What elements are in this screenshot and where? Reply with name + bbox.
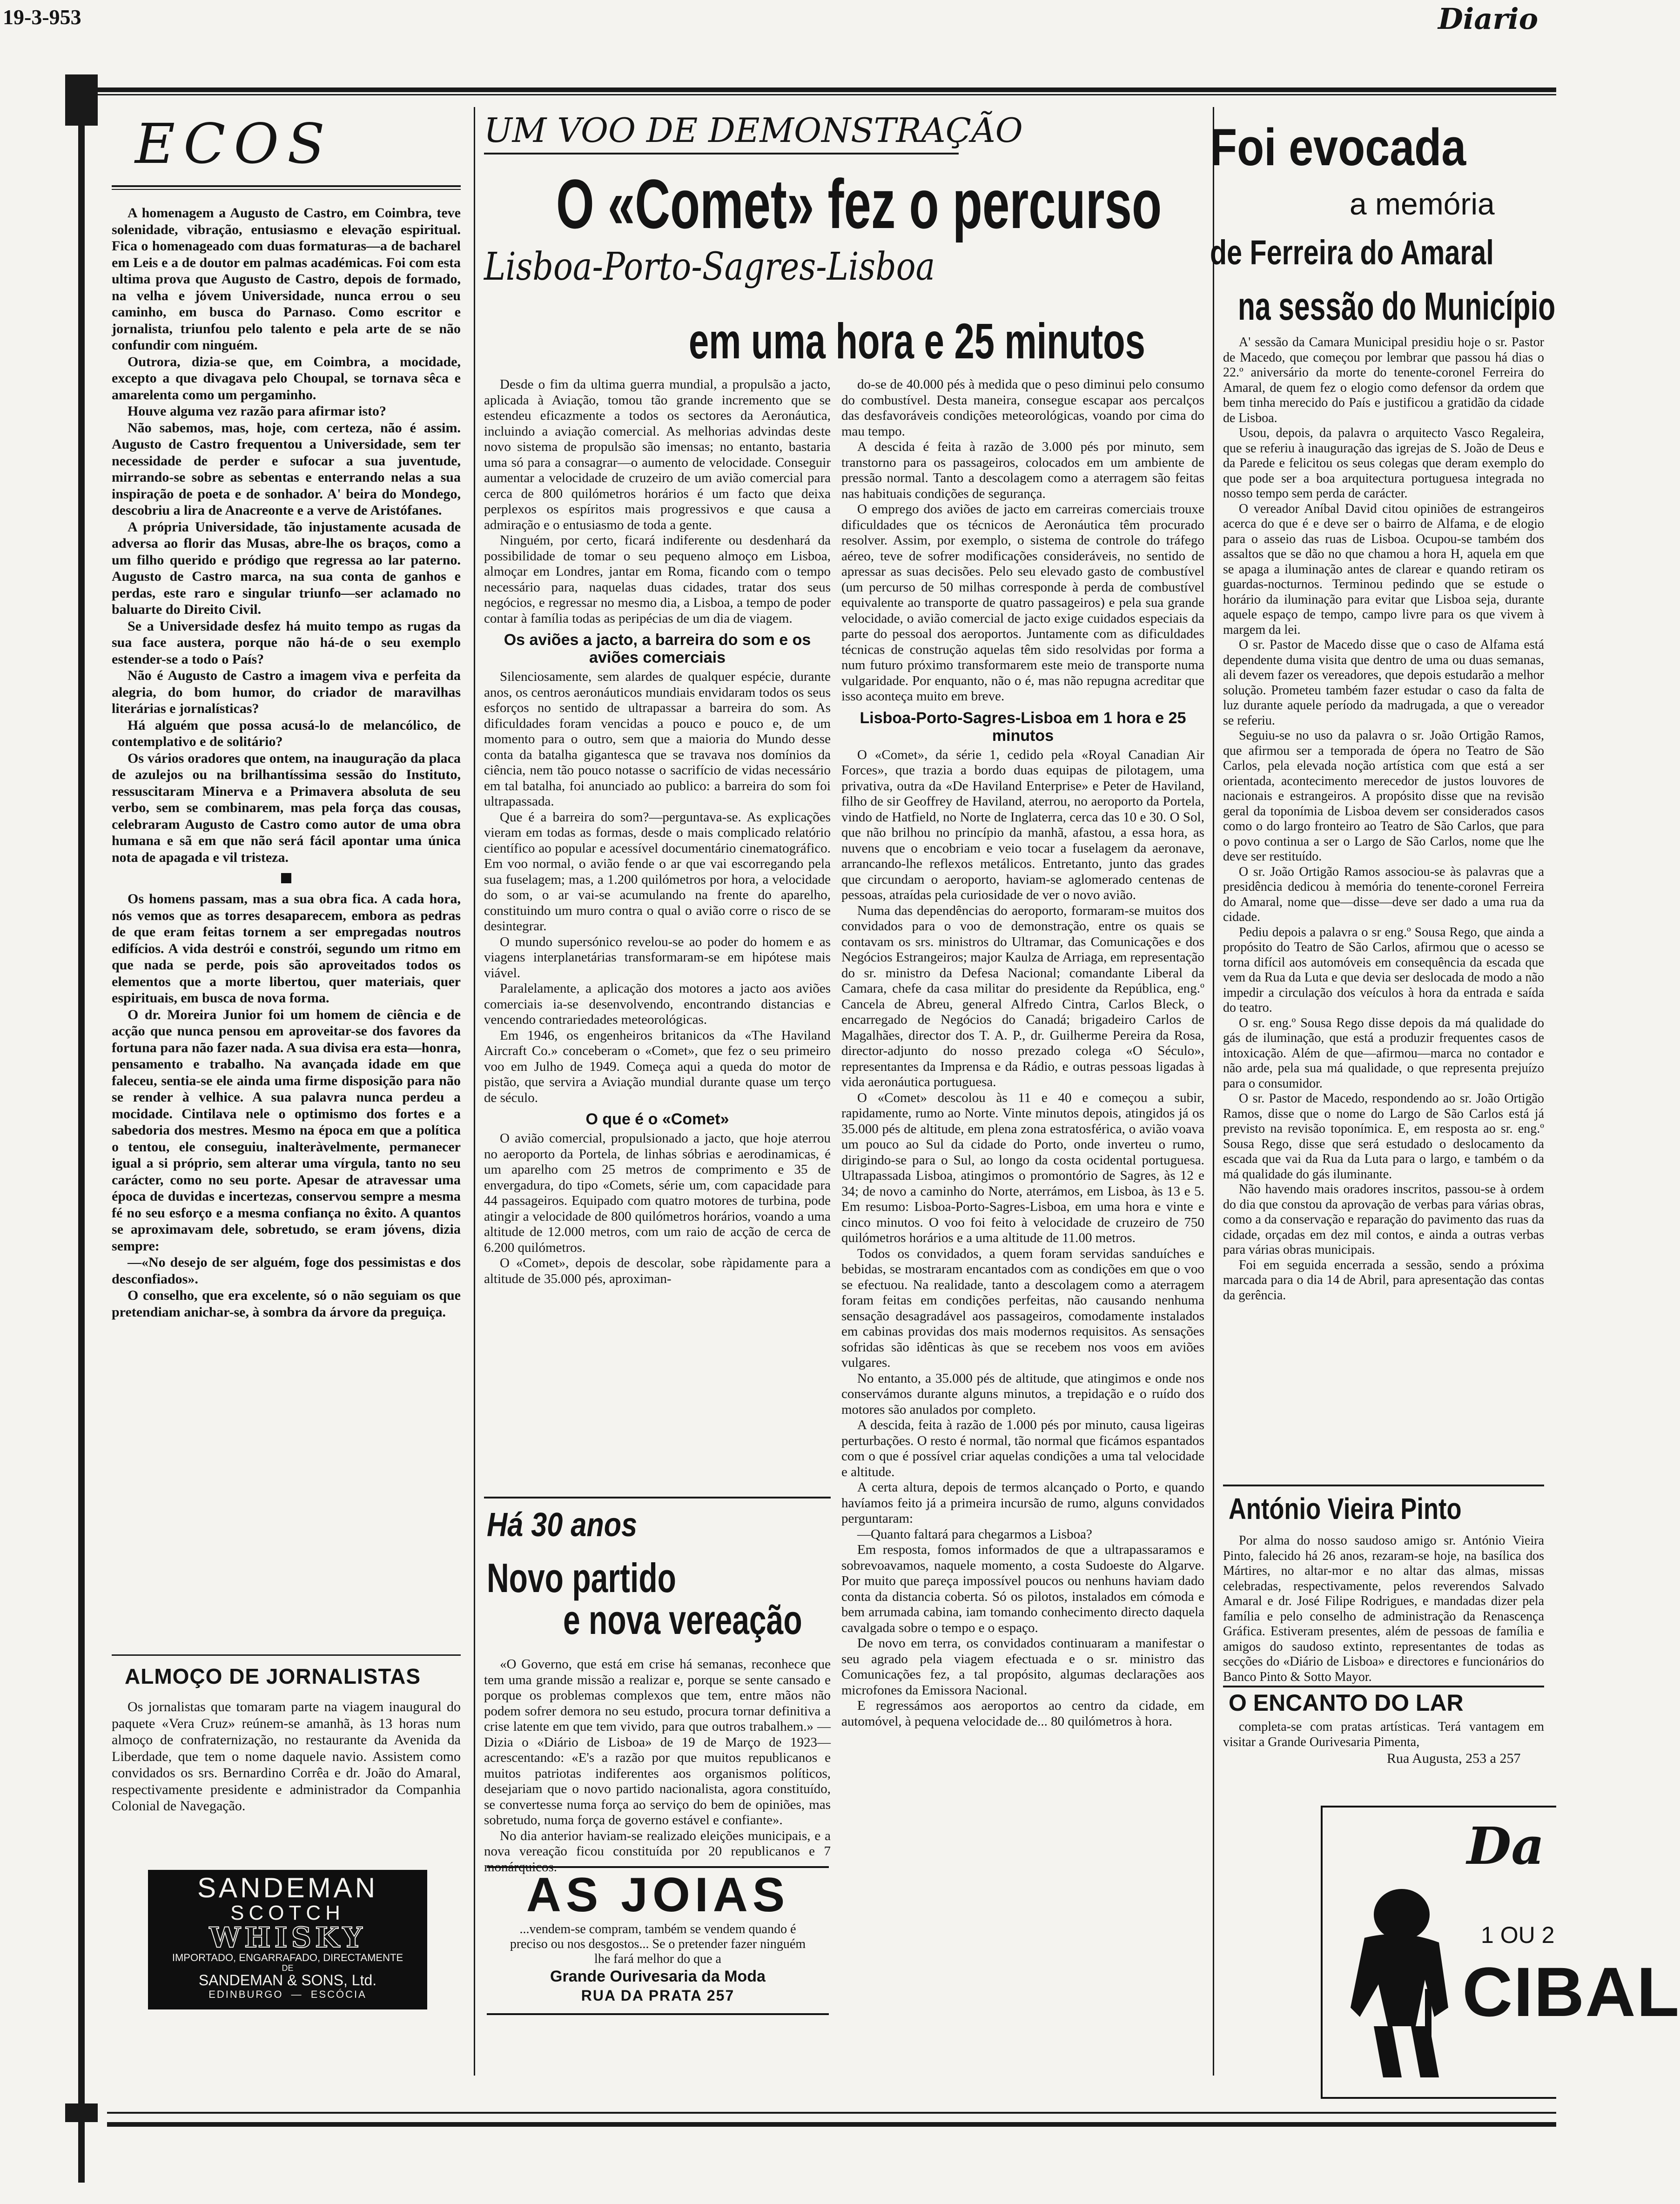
almoco-rule [112, 1654, 461, 1656]
ad-brand: SANDEMAN [197, 1872, 378, 1903]
paragraph: No dia anterior haviam-se realizado eleições municipais, e a nova vereação ficou constituída por 20 republicanos e 7 monárquicos. [484, 1828, 831, 1875]
paragraph: —Quanto faltará para chegarmos a Lisboa? [857, 1526, 1092, 1542]
ha30-headline: e nova vereação [563, 1597, 802, 1643]
paragraph: Paralelamente, a aplicação dos motores a jacto aos aviões comerciais ia-se desenvolvendo, encontrando distancias e vencendo contrariedades meteorológicas. [484, 981, 831, 1027]
ha30-rule [484, 1497, 831, 1498]
ecos-title-underline [112, 185, 461, 187]
vieira-text [1223, 1533, 1544, 1685]
ad-line: ESCÓCIA [310, 1989, 367, 2000]
ad-brand: CIBAL [1462, 1953, 1680, 2031]
paragraph: Se a Universidade desfez há muito tempo as rugas da sua face austera, porque não há-de o seu exemplo estender-se a todo o País? [112, 618, 461, 667]
issue-date: 19-3-953 [3, 5, 81, 29]
comet-subheading: O que é o «Comet» [585, 1110, 729, 1128]
ad-line: SANDEMAN & SONS, Ltd. [198, 1972, 377, 1989]
vieira-rule [1223, 1485, 1544, 1486]
paragraph: Numa das dependências do aeroporto, formaram-se muitos dos convidados para o voo de demonstração, entre os quais se contavam os srs. ministros do Ultramar, das Comunicações e dos Negócios Estrangeiros; major Kaulza de Arriaga, em representação do sr. ministro da Defesa Nacional; comandante Liberal da Camara, chefe da casa militar do presidente da República, eng.º Cancela de Abreu, general Alfredo Cintra, Carlos Bleck, o encarregado de Negócios do Canadá; brigadeiro Carlos de Magalhães, director dos T. A. P., dr. Guilherme Pereira da Rosa, director-adjunto do nosso prezado colega «O Século», representantes da Imprensa e da Rádio, e outras pessoas ligadas à vida aeronáutica portuguesa. [841, 903, 1204, 1089]
paragraph: O dr. Moreira Junior foi um homem de ciência e de acção que nunca pensou em aproveitar-se dos favores da fortuna para não fazer nada. A sua divisa era esta—honra, pensamento e trabalho. Na avançada idade em que faleceu, sentia-se ele ainda uma firme disposição para não se render à velhice. A sua palavra nunca perdeu a mocidade. Cintilava nele o optimismo dos fortes e a sabedoria dos mestres. Mesmo na época em que a política o tentou, ele conseguiu, inalteràvelmente, permanecer igual a si próprio, sem alterar uma vírgula, tanto no seu carácter, como no seu porte. Apesar de atravessar uma época de duvidas e incertezas, conservou sempre a mesma fé no seu esforço e a mesma confiança no êxito. A quantos se aproximavam dele, sobretudo, se eram jóvens, dizia sempre: [112, 1007, 461, 1254]
vieira-title: António Vieira Pinto [1229, 1492, 1462, 1525]
column-rule [1213, 107, 1214, 2076]
ad-line: WHISKY [209, 1922, 366, 1954]
paragraph: Há alguém que possa acusá-lo de melancólico, de contemplativo e de solitário? [112, 717, 461, 749]
paragraph: O sr. Pastor de Macedo, respondendo ao sr. João Ortigão Ramos, disse que o nome do Largo de São Carlos está já previsto na revisão toponímica. E, em resposta ao sr. eng.º Sousa Rego, disse que será estudado o deslocamento da escada que vai da Rua da Luta para o largo, e também o da má qualidade do gás iluminante. [1223, 1091, 1544, 1182]
paragraph: O sr. Pastor de Macedo disse que o caso de Alfama está dependente duma visita que dentro de uma ou duas semanas, ali devem fazer os vereadores, que depois estudarão a melhor solução. Prometeu também fazer estudar o caso da falta de luz durante aquele período da madrugada, a que o vereador se referiu. [1223, 638, 1544, 728]
paragraph: O «Comet», da série 1, cedido pela «Royal Canadian Air Forces», que trazia a bordo duas equipas de pilotagem, uma privativa, outra da «De Haviland Enterprise» e Peter de Haviland, filho de sir Geoffrey de Haviland, aterrou, no aeroporto da Portela, vindo de Hatfield, no Norte de Inglaterra, cerca das 10 e 30. O Sol, que não brilhou no princípio da manhã, afastou, a essa hora, as nuvens que o encobriam e veio tocar a fuselagem da aeronave, arrancando-lhe reflexos metálicos. Entretanto, junto das grades que circundam o aeroporto, haviam-se aglomerado centenas de pessoas, atraídas pela curiosidade de ver o novo avião. [841, 747, 1204, 902]
paragraph: Em resposta, fomos informados de que a ultrapassaramos e sobrevoavamos, naquele momento, a costa Sudoeste do Algarve. Por muito que pareça impossível poucos ou nenhuns haviam dado conta da distancia coberta. Só os pilotos, instalados em cómoda e bem arrumada cabina, iam tomando conhecimento directo daquela cavalgada sobre o tempo e o espaço. [841, 1542, 1204, 1635]
header-rule-thin [79, 94, 1556, 95]
paragraph: O «Comet» descolou às 11 e 40 e começou a subir, rapidamente, rumo ao Norte. Vinte minutos depois, atingidos já os 35.000 pés de altitude, em plena zona estratosférica, o avião voava um pouco ao Sul da cidade do Porto, onde inverteu o rumo, dirigindo-se para o Sul, ao longo da costa ocidental portuguesa. Ultrapassada Lisboa, atingimos o promontório de Sagres, às 12 e 34; de novo a caminho do Norte, aterrámos, em Lisboa, às 13 e 5. Em resumo: Lisboa-Porto-Sagres-Lisboa, em uma hora e vinte e cinco minutos. O voo foi feito à velocidade de cruzeiro de 750 quilómetros horários e a uma altitude de 11.00 metros. [841, 1090, 1204, 1245]
comet-column-b [841, 377, 1204, 1729]
left-border-block-bottom [65, 2103, 98, 2122]
kicker-underline [484, 153, 959, 155]
paragraph: Houve alguma vez razão para afirmar isto? [128, 403, 387, 419]
ha30-kicker: Há 30 anos [487, 1506, 638, 1544]
paragraph: Em 1946, os engenheiros britanicos da «The Haviland Aircraft Co.» conceberam o «Comet», que fez o seu primeiro voo em Julho de 1949. Começa aqui a queda do motor de pistão, que servira a Aviação mundial durante quase um terço de século. [484, 1028, 831, 1105]
comet-column-a [484, 377, 831, 1287]
paragraph: Todos os convidados, a quem foram servidas sanduíches e bebidas, se mostraram encantados com as condições em que o voo se efectuou. Na realidade, tanto a descolagem como a aterragem foram feitas em condições perfeitas, não causando nenhuma sensação desagradável aos passageiros, comodamente instalados em cabinas providas dos mais modernos requisitos. As sensações sofridas são idênticas às que se recebem nos voos em aviões vulgares. [841, 1246, 1204, 1370]
paragraph: Silenciosamente, sem alardes de qualquer espécie, durante anos, os centros aeronáuticos mundiais envidaram todos os seus esforços no sentido de ultrapassar a barreira do som. As dificuldades foram vencidas a pouco e pouco e, de um momento para o outro, sem que a maioria do Mundo desse conta da batalha gigantesca que se travava nos domínios da ciência, nem tão pouco notasse o sacrifício de vidas necessário em tal batalha, foi anunciado ao publico: a barreira do som foi ultrapassada. [484, 669, 831, 809]
paragraph: O «Comet», depois de descolar, sobe ràpidamente para a altitude de 35.000 pés, aproximan- [484, 1256, 831, 1286]
almoco-text [112, 1699, 461, 1814]
paragraph: A própria Universidade, tão injustamente acusada de adversa ao florir das Musas, abre-lhe os braços, como a um filho querido e pródigo que regressa ao lar paterno. Augusto de Castro marca, na sua conta de ganhos e perdas, este raro e singular triunfo—ser aclamado no baluarte do Direito Civil. [112, 519, 461, 617]
paragraph: Os jornalistas que tomaram parte na viagem inaugural do paquete «Vera Cruz» reúnem-se amanhã, às 13 horas num almoço de confraternização, no restaurante da Avenida da Liberdade, que tem o nome daquele navio. Assistem como convidados os srs. Bernardino Corrêa e dr. João do Amaral, respectivamente presidente e administrador da Companhia Colonial de Navegação. [112, 1699, 461, 1814]
paragraph: Os homens passam, mas a sua obra fica. A cada hora, nós vemos que as torres desaparecem, embora as pedras de que eram feitas tornem a ser empregadas noutros edifícios. A vida destrói e constrói, segundo um ritmo em que nada se perde, pois são aproveitados todos os elementos que a morte libertou, quer materiais, quer espirituais, em busca de nova forma. [112, 891, 461, 1006]
ad-line: SCOTCH [230, 1902, 345, 1924]
paragraph: O sr. eng.º Sousa Rego disse depois da má qualidade do gás de iluminação, que está a produzir frequentes casos de intoxicação. Além de que—afirmou—marca no contador e não arde, pela sua má qualidade, o que representa prejuízo para o consumidor. [1223, 1015, 1544, 1091]
paragraph: do-se de 40.000 pés à medida que o peso diminui pelo consumo do combustível. Desta maneira, consegue escapar aos percalços das desfavoráveis condições meteorológicas, voando por cima do mau tempo. [841, 377, 1204, 439]
paragraph: Não havendo mais oradores inscritos, passou-se à ordem do dia que constou da aprovação de verbas para várias obras, como a da conservação e reparação do pavimento das ruas da cidade, orçadas em dez mil contos, e ainda a outras verbas para várias obras municipais. [1223, 1182, 1544, 1257]
paragraph: A descida, feita à razão de 1.000 pés por minuto, causa ligeiras perturbações. O resto é normal, tão normal que ficámos espantados com o que é possível criar aquelas condições a uma tal velocidade e altitude. [841, 1418, 1204, 1479]
paragraph: No entanto, a 35.000 pés de altitude, que atingimos e onde nos conservámos durante alguns minutos, a trepidação e o ruído dos motores são anulados por completo. [841, 1371, 1204, 1417]
paragraph: O sr. João Ortigão Ramos associou-se às palavras que a presidência dedicou à memória do tenente-coronel Ferreira do Amaral, nome que—disse—deve ser dado a uma rua da cidade. [1223, 864, 1544, 924]
comet-route-headline: Lisboa-Porto-Sagres-Lisboa [484, 245, 935, 289]
sandeman-whisky-ad: SANDEMAN SCOTCH WHISKY IMPORTADO, ENGARRAFADO, DIRECTAMENTE DE SANDEMAN & SONS, Ltd. EDINBURGO — ESCÓCIA [148, 1870, 427, 2009]
seated-figure-illustration [1332, 1887, 1472, 2082]
paragraph: Ninguém, por certo, ficará indiferente ou desdenhará da possibilidade de tomar o seu pequeno almoço em Lisboa, almoçar em Londres, jantar em Roma, ficando com o tempo necessário para, naquelas duas cidades, tratar dos seus negócios, e regressar no mesmo dia, a Lisboa, a tempo de poder contar à família todas as peripécias de um dia de viagem. [484, 533, 831, 626]
as-joias-ad [487, 1866, 829, 2015]
evocada-headline: na sessão do Município [1238, 284, 1556, 328]
evocada-headline: a memória [1350, 187, 1495, 221]
left-border [78, 74, 85, 2183]
header-rule [79, 87, 1556, 92]
column-rule [474, 107, 475, 2076]
encanto-address: Rua Augusta, 253 a 257 [1387, 1751, 1521, 1766]
paragraph: O avião comercial, propulsionado a jacto, que hoje aterrou no aeroporto da Portela, de linhas sóbrias e aerodinamicas, é um aparelho com 25 metros de comprimento e 35 de envergadura, do tipo «Comets, série um, com capacidade para 44 passageiros. Equipado com quatro motores de turbina, pode atingir a velocidade de 800 quilómetros horários, voando a uma altitude de 12.000 metros, com um raio de acção de cerca de 6.200 quilómetros. [484, 1131, 831, 1255]
footer-rule [107, 2122, 1556, 2127]
comet-subheading: Os aviões a jacto, a barreira do som e os aviões comerciais [504, 631, 811, 666]
ad-line: EDINBURGO [208, 1989, 283, 2000]
comet-subheading: Lisboa-Porto-Sagres-Lisboa em 1 hora e 25 minutos [860, 709, 1186, 745]
ad-top-text: Da [1467, 1816, 1545, 1876]
ecos-title-underline [112, 189, 461, 190]
ad-small-text: 1 OU 2 [1481, 1922, 1555, 1948]
ecos-title: ECOS [135, 112, 333, 176]
almoco-title: ALMOÇO DE JORNALISTAS [125, 1664, 421, 1688]
ad-title: AS JOIAS [526, 1868, 790, 1922]
paragraph: A descida é feita à razão de 3.000 pés por minuto, sem transtorno para os passageiros, colocados em um ambiente de pressão normal. Tanto a descolagem como a aterragem são feitas nas habituais condições de segurança. [841, 439, 1204, 501]
encanto-text [1223, 1720, 1544, 1750]
paragraph: completa-se com pratas artísticas. Terá vantagem em visitar a Grande Ourivesaria Pimenta, [1223, 1720, 1544, 1749]
paragraph: Pediu depois a palavra o sr eng.º Sousa Rego, que ainda a propósito do Teatro de São Carlos, afirmou que o acesso se torna difícil aos automóveis em consequência da escada que vem da Rua da Luta e que devia ser deslocada de modo a não impedir a circulação dos veículos à hora da entrada e saída do teatro. [1223, 925, 1544, 1015]
evocada-headline: de Ferreira do Amaral [1210, 233, 1494, 272]
paragraph: O vereador Aníbal David citou opiniões de estrangeiros acerca do que é e deve ser o bairro de Alfama, e de elogio para o asseio das ruas de Lisboa. Ocupou-se também dos assaltos que se dão no que chamou a hora H, aquela em que se apaga a iluminação antes de clarear e quando retiram os guardas-nocturnos. Terminou pedindo que se estude o horário da iluminação para evitar que Lisboa seja, durante aquele espaço de tempo, campo livre para os que vivem à margem da lei. [1223, 501, 1544, 637]
paragraph: «O Governo, que está em crise há semanas, reconhece que tem uma grande missão a realizar e, porque se sente cansado e porque os problemas complexos que tem, entre mãos não podem sofrer demora no seu estudo, procura tornar definitiva a crise latente em que tem vivido, para que outros trabalhem.» — Dizia o «Diário de Lisboa» de 19 de Março de 1923—acrescentando: «E's a razão por que muitos republicanos e muitos patriotas indiferentes aos organismos políticos, desejariam que o novo partido nacionalista, agora constituído, se convertesse numa força ao serviço do bem de opiniões, mas sobretudo, numa força de governo estável e confiante». [484, 1657, 831, 1828]
paragraph: Usou, depois, da palavra o arquitecto Vasco Regaleira, que se referiu à inauguração das igrejas de S. João de Deus e da Parede e felicitou os seus colegas que deram exemplo do que pode ser a boa arquitectura portuguesa integrada no nosso tempo sem perda de carácter. [1223, 426, 1544, 501]
paragraph: Por alma do nosso saudoso amigo sr. António Vieira Pinto, falecido há 26 anos, rezaram-se hoje, na basílica dos Mártires, no altar-mor e no altar das almas, missas celebradas, respectivamente, pelos reverendos Salvado Amaral e dr. José Filipe Rodrigues, e mandadas dizer pela família e pelo conselho de administração da Renascença Gráfica. Estiveram presentes, além de pessoas de família e amigos do saudoso extinto, representantes de todas as secções do «Diário de Lisboa» e directores e funcionários do Banco Pinto & Sotto Mayor. [1223, 1533, 1544, 1684]
paragraph: —«No desejo de ser alguém, foge dos pessimistas e dos desconfiados». [112, 1255, 461, 1287]
evocada-headline: Foi evocada [1210, 118, 1466, 176]
section-bullet [281, 873, 291, 883]
ad-address: RUA DA PRATA 257 [581, 1987, 735, 2004]
ad-line: IMPORTADO, ENGARRAFADO, DIRECTAMENTE [172, 1952, 403, 1963]
ad-shop: Grande Ourivesaria da Moda [550, 1968, 766, 1985]
paragraph: A homenagem a Augusto de Castro, em Coimbra, teve solenidade, vibração, entusiasmo e elevação espiritual. Fica o homenageado com duas formaturas—a de bacharel em Leis e a de doutor em palmas académicas. Foi com esta ultima prova que Augusto de Castro, depois de formado, na velha e jóvem Universidade, nunca errou o seu caminho, em busca do Parnaso. Como escritor e jornalista, triunfou pelo talento e pela arte de se não confundir com ninguém. [112, 205, 461, 353]
comet-kicker: UM VOO DE DEMONSTRAÇÃO [484, 111, 1023, 150]
encanto-title: O ENCANTO DO LAR [1229, 1690, 1464, 1716]
paragraph: A certa altura, depois de termos alcançado o Porto, e quando havíamos feito já a primeira incursão de rumo, alguns convidados perguntaram: [841, 1480, 1204, 1526]
paragraph: Que é a barreira do som?—perguntava-se. As explicações vieram em todas as formas, desde o mais complicado relatório científico ao popular e acessível documentário cinematográfico. Em voo normal, o avião fende o ar que vai escorregando pela sua fuselagem; mas, a 1.200 quilómetros por hora, a velocidade do som, o ar vai-se acumulando na frente do aparelho, constituindo um muro contra o qual o avião corre o risco de se desintegrar. [484, 809, 831, 934]
paragraph: Seguiu-se no uso da palavra o sr. João Ortigão Ramos, que afirmou ser a temporada de ópera no Teatro de São Carlos, pela elevada noção artística com que está a ser orientada, acontecimento merecedor de justos louvores de nacionais e estrangeiros. A propósito disse que na revisão geral da toponímia de Lisboa devem ser considerados casos como o do largo fronteiro ao Teatro de São Carlos, que para o povo continua a ser o Largo de São Carlos, nome que lhe deve ser restituído. [1223, 728, 1544, 864]
ad-text: ...vendem-se compram, também se vendem quando é preciso ou nos desgostos... Se o pretender fazer ninguém lhe fará melhor do que a [510, 1922, 806, 1966]
paragraph: E regressámos aos aeroportos ao centro da cidade, em automóvel, à pequena velocidade de... 80 quilómetros à hora. [841, 1698, 1204, 1729]
comet-time-headline: em uma hora e 25 minutos [689, 313, 1145, 369]
ha30-text [484, 1657, 831, 1875]
paragraph: Outrora, dizia-se que, em Coimbra, a mocidade, excepto a que divagava pelo Choupal, se tornava sêca e amarelenta como um pergaminho. [112, 354, 461, 403]
paragraph: O conselho, que era excelente, só o não seguiam os que pretendiam anichar-se, à sombra da árvore da preguiça. [112, 1288, 461, 1320]
ad-line: DE [282, 1963, 294, 1973]
paragraph: Desde o fim da ultima guerra mundial, a propulsão a jacto, aplicada à Aviação, tomou tão grande incremento que se estendeu eficazmente a todos os sectores da Aeronáutica, incluindo a aviação comercial. As melhorias advindas deste novo sistema de propulsão são imensas; no entanto, bastaria uma só para a consagrar—o aumento de velocidade. Conseguir aumentar a velocidade de cruzeiro de um avião comercial para cerca de 800 quilómetros horários é um facto que deixa perplexos os espíritos mais progressivos e que causa a admiração e o entusiasmo de toda a gente. [484, 377, 831, 532]
cibal-ad [1321, 1806, 1680, 2099]
encanto-rule [1223, 1686, 1544, 1687]
ha30-headline: Novo partido [487, 1555, 676, 1601]
paragraph: Não sabemos, mas, hoje, com certeza, não é assim. Augusto de Castro frequentou a Universidade, sem ter necessidade de perder e sufocar a sua juventude, mirrando-se sobre as sebentas e enterrando nelas a sua inspiração de poeta e de sonhador. A' beira do Mondego, descobriu a lira de Anacreonte e a verve de Aristófanes. [112, 420, 461, 518]
evocada-column [1223, 335, 1544, 1303]
masthead-logo: Diario [1438, 2, 1539, 36]
ecos-column-1 [112, 205, 461, 1320]
paragraph: De novo em terra, os convidados continuaram a manifestar o seu agrado pela viagem efectuada e o sr. ministro das Comunicações fez, a tal propósito, algumas declarações aos microfones da Emissora Nacional. [841, 1636, 1204, 1698]
footer-rule [107, 2112, 1556, 2114]
paragraph: O emprego dos aviões de jacto em carreiras comerciais trouxe dificuldades que os técnicos de Aeronáutica têm procurado resolver. Assim, por exemplo, o sistema de controle do tráfego aéreo, teve de sofrer modificações consideráveis, no sentido de apressar as suas decisões. Pelo seu elevado gasto de combustível (um percurso de 50 milhas corresponde à perda de combustível equivalente ao transporte de quatro passageiros) e pela sua grande velocidade, o avião comercial de jacto exige cuidados especiais da parte do pessoal dos aeroportos. Juntamente com as dificuldades técnicas de construção aquelas têm sido resolvidas por forma a num futuro próximo transformarem este meio de transporte numa vulgaridade. Por enquanto, não o é, mas não repugna acreditar que isso aconteça muito em breve. [841, 502, 1204, 704]
paragraph: Não é Augusto de Castro a imagem viva e perfeita da alegria, do bom humor, do criador de maravilhas literárias e jornalísticas? [112, 668, 461, 716]
paragraph: O mundo supersónico revelou-se ao poder do homem e as viagens interplanetárias transformaram-se em hipótese mais viável. [484, 934, 831, 981]
paragraph: Foi em seguida encerrada a sessão, sendo a próxima marcada para o dia 14 de Abril, para apresentação das contas da gerência. [1223, 1257, 1544, 1303]
paragraph: A' sessão da Camara Municipal presidiu hoje o sr. Pastor de Macedo, que começou por lembrar que passou há dias o 22.º aniversário da morte do tenente-coronel Ferreira do Amaral, de quem fez o elogio como defensor da ordem que bem tinha merecido do País e justificou a gratidão da cidade de Lisboa. [1223, 335, 1544, 425]
paragraph: Os vários oradores que ontem, na inauguração da placa de azulejos ou na brilhantíssima sessão do Instituto, ressuscitaram Minerva e a Primavera absoluta de seu verbo, sem se combinarem, mas pela força das cousas, celebraram Augusto de Castro como autor de uma obra humana e sã em que não será fácil apontar uma única nota de apagada e vil tristeza. [112, 750, 461, 865]
comet-headline: O «Comet» fez o percurso [556, 165, 1162, 243]
